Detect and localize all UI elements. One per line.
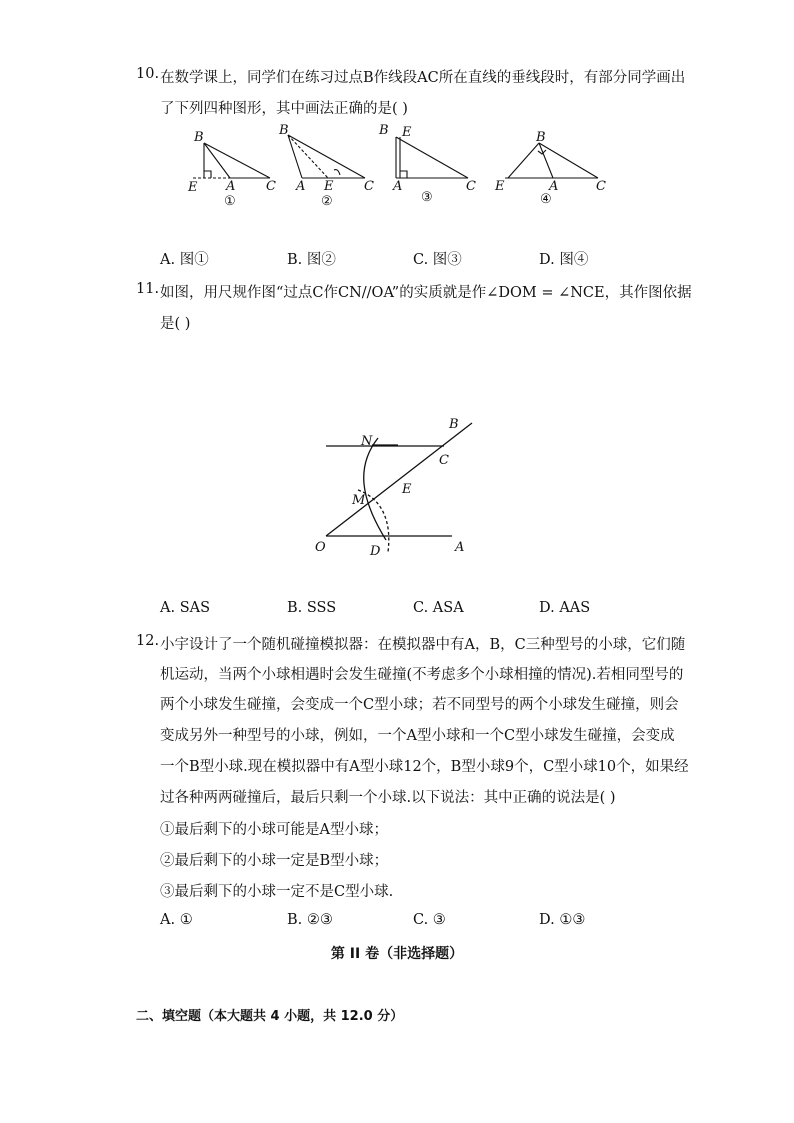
q10-fig2-label-C: C bbox=[364, 179, 374, 194]
q12-text-line4: 变成另外一种型号的小球，例如，一个A型小球和一个C型小球发生碰撞，会变成 bbox=[160, 728, 675, 744]
q10-fig4-caption: ④ bbox=[540, 192, 552, 207]
q10-fig1-label-A: A bbox=[226, 179, 236, 194]
q11-label-O: O bbox=[315, 540, 326, 555]
q11-number: 11. bbox=[136, 281, 160, 297]
q10-fig4-label-A: A bbox=[549, 179, 559, 194]
q10-fig2-label-A: A bbox=[296, 179, 306, 194]
q10-fig3-caption: ③ bbox=[421, 190, 433, 205]
q10-number: 10. bbox=[136, 66, 160, 82]
q11-label-A: A bbox=[455, 540, 465, 555]
q12-statement-2: ②最后剩下的小球一定是B型小球； bbox=[160, 853, 389, 869]
q12-option-d[interactable]: D. ①③ bbox=[539, 912, 586, 928]
q12-text-line3: 两个小球发生碰撞，会变成一个C型小球；若不同型号的两个小球发生碰撞，则会 bbox=[160, 697, 679, 713]
q11-label-C: C bbox=[439, 453, 449, 468]
q12-text-line6: 过各种两两碰撞后，最后只剩一个小球.以下说法：其中正确的说法是( ) bbox=[160, 790, 616, 806]
q10-option-a[interactable]: A. 图① bbox=[160, 252, 209, 268]
q10-figure-1 bbox=[193, 143, 270, 178]
q11-text-line2: 是( ) bbox=[160, 316, 191, 332]
q10-option-c[interactable]: C. 图③ bbox=[413, 252, 462, 268]
q10-fig2-caption: ② bbox=[321, 194, 333, 209]
q10-fig3-label-E: E bbox=[402, 125, 412, 140]
q11-label-E: E bbox=[402, 482, 412, 497]
q10-fig3-label-B: B bbox=[379, 123, 389, 138]
q10-option-b[interactable]: B. 图② bbox=[287, 252, 336, 268]
q10-figure-2 bbox=[288, 135, 365, 178]
q10-fig2-label-E: E bbox=[324, 179, 334, 194]
q10-text-line1: 在数学课上，同学们在练习过点B作线段AC所在直线的垂线段时，有部分同学画出 bbox=[160, 70, 686, 86]
q11-text-line1: 如图，用尺规作图“过点C作CN//OA”的实质就是作∠DOM = ∠NCE，其作图依据 bbox=[160, 285, 692, 301]
q11-label-N: N bbox=[361, 434, 373, 449]
q10-fig4-label-C: C bbox=[596, 179, 606, 194]
q12-option-a[interactable]: A. ① bbox=[160, 912, 193, 928]
q10-fig4-label-B: B bbox=[536, 130, 546, 145]
q11-option-c[interactable]: C. ASA bbox=[413, 600, 464, 616]
q11-label-M: M bbox=[352, 493, 366, 508]
q10-figures bbox=[0, 0, 794, 240]
q12-option-b[interactable]: B. ②③ bbox=[287, 912, 333, 928]
q10-figure-3 bbox=[396, 137, 468, 178]
q10-fig4-label-E: E bbox=[495, 179, 505, 194]
part2-title: 第 II 卷（非选择题） bbox=[330, 946, 464, 962]
q12-text-line2: 机运动，当两个小球相遇时会发生碰撞(不考虑多个小球相撞的情况).若相同型号的 bbox=[160, 667, 684, 683]
q11-label-B: B bbox=[449, 417, 459, 432]
q10-option-d[interactable]: D. 图④ bbox=[539, 252, 589, 268]
q12-text-line5: 一个B型小球.现在模拟器中有A型小球12个，B型小球9个，C型小球10个，如果经 bbox=[160, 759, 689, 775]
q11-label-D: D bbox=[370, 544, 381, 559]
q10-fig1-caption: ① bbox=[224, 194, 236, 209]
q11-option-d[interactable]: D. AAS bbox=[539, 600, 591, 616]
q11-option-b[interactable]: B. SSS bbox=[287, 600, 337, 616]
q10-fig2-label-B: B bbox=[279, 123, 289, 138]
q12-statement-1: ①最后剩下的小球可能是A型小球； bbox=[160, 822, 388, 838]
q10-fig1-label-B: B bbox=[194, 130, 204, 145]
q10-fig1-label-C: C bbox=[266, 179, 276, 194]
q12-number: 12. bbox=[136, 633, 160, 649]
q12-statement-3: ③最后剩下的小球一定不是C型小球. bbox=[160, 884, 394, 900]
q10-fig1-label-E: E bbox=[188, 180, 198, 195]
q10-figure-4 bbox=[505, 143, 598, 178]
q11-figure bbox=[0, 400, 794, 570]
q12-text-line1: 小宇设计了一个随机碰撞模拟器：在模拟器中有A，B，C三种型号的小球，它们随 bbox=[160, 637, 686, 653]
q11-option-a[interactable]: A. SAS bbox=[160, 600, 211, 616]
q10-fig3-label-A: A bbox=[393, 179, 403, 194]
q10-text-line2: 了下列四种图形，其中画法正确的是( ) bbox=[160, 101, 408, 117]
section2-heading: 二、填空题（本大题共 4 小题，共 12.0 分） bbox=[136, 1009, 404, 1024]
q12-option-c[interactable]: C. ③ bbox=[413, 912, 446, 928]
q10-fig3-label-C: C bbox=[466, 179, 476, 194]
